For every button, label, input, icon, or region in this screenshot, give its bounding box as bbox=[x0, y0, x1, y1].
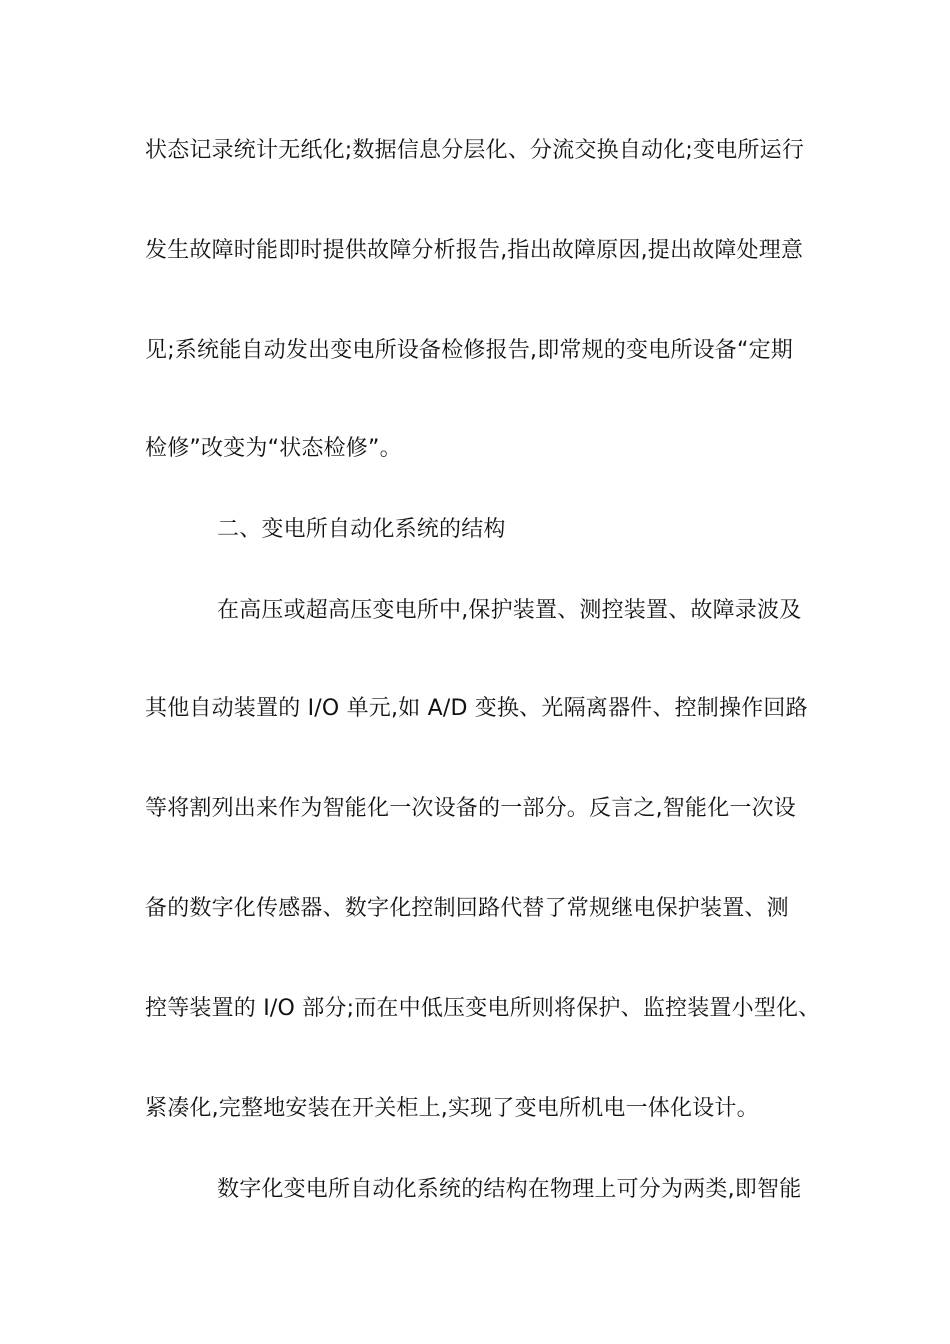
paragraph-line: 备的数字化传感器、数字化控制回路代替了常规继电保护装置、测 bbox=[145, 896, 789, 921]
paragraph-line: 数字化变电所自动化系统的结构在物理上可分为两类,即智能 bbox=[217, 1177, 802, 1202]
paragraph-line: 在高压或超高压变电所中,保护装置、测控装置、故障录波及 bbox=[217, 598, 802, 623]
paragraph-line: 控等装置的 I/O 部分;而在中低压变电所则将保护、监控装置小型化、 bbox=[145, 996, 821, 1021]
paragraph-line: 等将割列出来作为智能化一次设备的一部分。反言之,智能化一次设 bbox=[145, 796, 796, 821]
section-heading: 二、变电所自动化系统的结构 bbox=[217, 517, 506, 542]
paragraph-line: 紧凑化,完整地安装在开关柜上,实现了变电所机电一体化设计。 bbox=[145, 1096, 759, 1121]
paragraph-line: 其他自动装置的 I/O 单元,如 A/D 变换、光隔离器件、控制操作回路 bbox=[145, 696, 808, 721]
paragraph-line: 检修”改变为“状态检修”。 bbox=[145, 436, 402, 461]
paragraph-line: 发生故障时能即时提供故障分析报告,指出故障原因,提出故障处理意 bbox=[145, 238, 804, 263]
paragraph-line: 状态记录统计无纸化;数据信息分层化、分流交换自动化;变电所运行 bbox=[145, 138, 805, 163]
paragraph-line: 见;系统能自动发出变电所设备检修报告,即常规的变电所设备“定期 bbox=[145, 338, 794, 363]
